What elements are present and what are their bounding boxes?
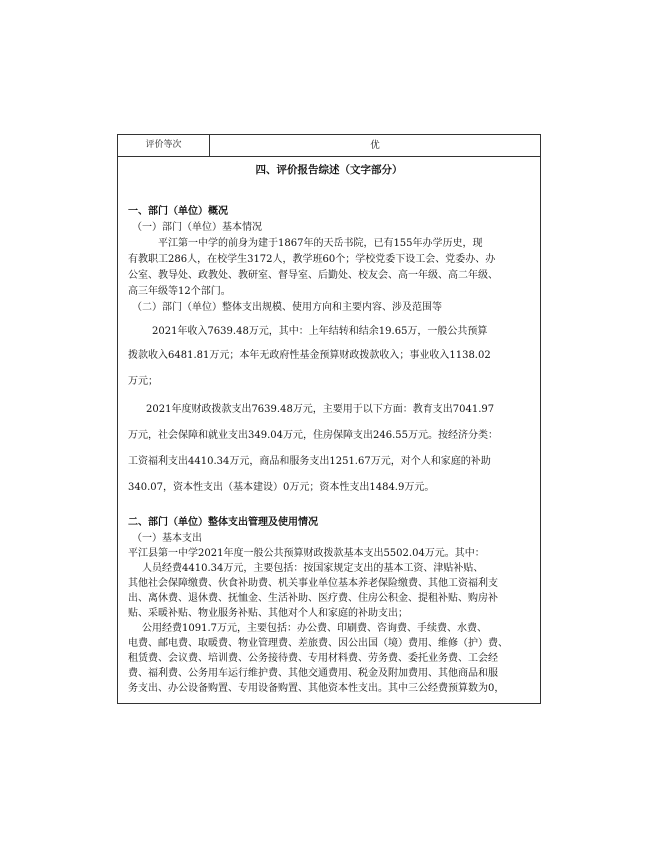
paragraph-line: 电费、邮电费、取暖费、物业管理费、差旅费、因公出国（境）费用、维修（护）费、: [128, 638, 508, 649]
paragraph-line: 高三年级等12个部门。: [128, 286, 231, 297]
paragraph-line: 2021年度财政拨款支出7639.48万元，主要用于以下方面：教育支出7041.97: [146, 404, 495, 415]
part1-sub1: （一）部门（单位）基本情况: [132, 222, 262, 233]
paragraph-line: 公室、教导处、政教处、教研室、督导室、后勤处、校友会、高一年级、高二年级、: [128, 270, 498, 281]
paragraph-line: 340.07，资本性支出（基本建设）0万元；资本性支出1484.9万元。: [128, 482, 435, 493]
evaluation-form: [117, 134, 541, 704]
paragraph-line: 租赁费、会议费、培训费、公务接待费、专用材料费、劳务费、委托业务费、工会经: [128, 653, 498, 664]
part1-sub2: （二）部门（单位）整体支出规模、使用方向和主要内容、涉及范围等: [132, 302, 442, 313]
paragraph-line: 平江县第一中学2021年度一般公共预算财政拨款基本支出5502.04万元。其中：: [128, 548, 485, 559]
paragraph-line: 人员经费4410.34万元，主要包括：按国家规定支出的基本工资、津贴补贴、: [142, 563, 484, 574]
paragraph-line: 其他社会保障缴费、伙食补助费、机关事业单位基本养老保险缴费、其他工资福利支: [128, 578, 498, 589]
paragraph-line: 工资福利支出4410.34万元，商品和服务支出1251.67万元，对个人和家庭的补助: [128, 456, 491, 467]
paragraph-line: 万元；: [128, 376, 158, 387]
paragraph-line: 费、福利费、公务用车运行维护费、其他交通费用、税金及附加费用、其他商品和服: [128, 668, 498, 679]
rating-value: 优: [370, 140, 380, 151]
paragraph-line: 贴、采暖补贴、物业服务补贴、其他对个人和家庭的补助支出；: [128, 608, 408, 619]
paragraph-line: 万元，社会保障和就业支出349.04万元，住房保障支出246.55万元。按经济分类：: [128, 430, 498, 441]
part1-heading: 一、部门（单位）概况: [128, 206, 228, 217]
part2-sub1: （一）基本支出: [132, 533, 202, 544]
paragraph-line: 务支出、办公设备购置、专用设备购置、其他资本性支出。其中三公经费预算数为0，: [128, 683, 505, 694]
rating-label: 评价等次: [118, 135, 210, 156]
paragraph-line: 拨款收入6481.81万元；本年无政府性基金预算财政拨款收入；事业收入1138.02: [128, 350, 491, 361]
paragraph-line: 平江第一中学的前身为建于1867年的天岳书院，已有155年办学历史，现: [158, 238, 483, 249]
section-title: 四、评价报告综述（文字部分）: [255, 164, 403, 176]
part2-heading: 二、部门（单位）整体支出管理及使用情况: [128, 517, 318, 528]
paragraph-line: 公用经费1091.7万元，主要包括：办公费、印刷费、咨询费、手续费、水费、: [142, 623, 487, 634]
rating-row: [118, 135, 540, 157]
paragraph-line: 出、离休费、退休费、抚恤金、生活补助、医疗费、住房公积金、提租补贴、购房补: [128, 593, 498, 604]
paragraph-line: 有教职工286人，在校学生3172人，教学班60个；学校党委下设工会、党委办、办: [128, 254, 496, 265]
paragraph-line: 2021年收入7639.48万元，其中：上年结转和结余19.65万，一般公共预算: [152, 326, 488, 337]
